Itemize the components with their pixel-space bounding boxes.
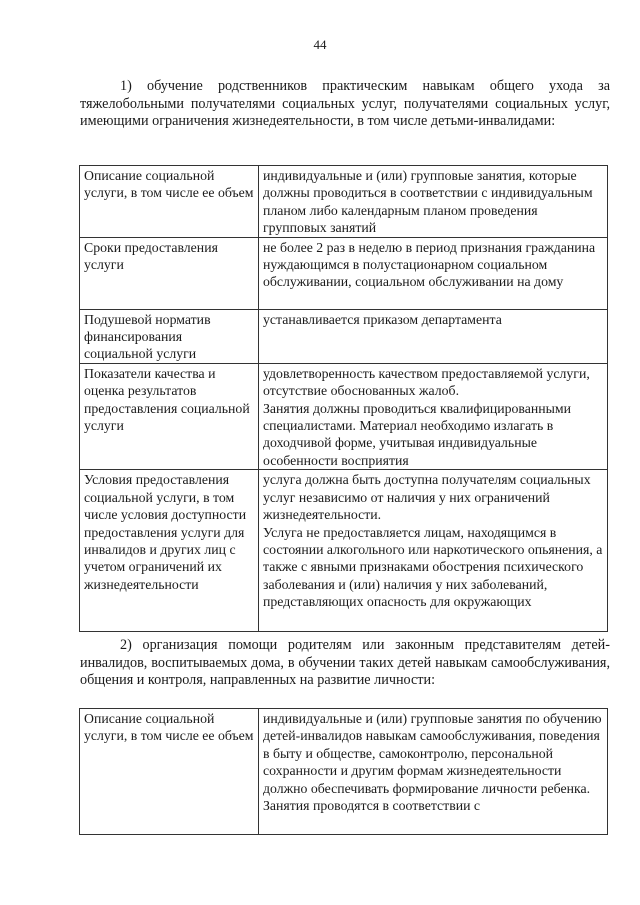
row-label: Описание социальной услуги, в том числе ее объем xyxy=(80,166,259,238)
service-table-2 xyxy=(79,708,608,835)
service-table-1 xyxy=(79,165,608,632)
value-text: Занятия должны проводиться квалифицированными специалистами. Материал необходимо излагать в доходчивой форме, учитывая индивидуальные особенности восприятия xyxy=(263,400,572,468)
row-value xyxy=(259,363,608,469)
paragraph-item-1: 1) обучение родственников практическим навыкам общего ухода за тяжелобольными получателями социальных услуг, получателями социальных услуг, имеющими ограничения жизнедеятельности, в том числе детьми-инвалидами: xyxy=(80,78,610,129)
table-row xyxy=(80,363,608,469)
page-number: 44 xyxy=(313,37,327,52)
table-row xyxy=(80,309,608,363)
row-value xyxy=(259,237,608,309)
value-text: индивидуальные и (или) групповые занятия по обучению детей-инвалидов навыкам самообслуживания, поведения в быту и обществе, самоконтролю, персональной сохранности и другим формам жизнедеятельности должно обеспечивать формирование личности ребенка. xyxy=(263,711,602,796)
row-label: Сроки предоставления услуги xyxy=(80,237,259,309)
value-text: индивидуальные и (или) групповые занятия, которые должны проводиться в соответствии с индивидуальным планом либо календарным планом проведения групповых занятий xyxy=(263,168,593,236)
row-label: Показатели качества и оценка результатов предоставления социальной услуги xyxy=(80,363,259,469)
row-value xyxy=(259,709,608,835)
row-value xyxy=(259,309,608,363)
row-value xyxy=(259,166,608,238)
row-label: Условия предоставления социальной услуги, в том числе условия доступности предоставления услуги для инвалидов и других лиц с учетом ограничений их жизнедеятельности xyxy=(80,470,259,632)
table-row xyxy=(80,237,608,309)
value-text: услуга должна быть доступна получателям социальных услуг независимо от наличия у них ограничений жизнедеятельности. xyxy=(263,472,591,523)
value-text: Занятия проводятся в соответствии с xyxy=(263,798,481,814)
row-label: Описание социальной услуги, в том числе ее объем xyxy=(80,709,259,835)
value-text: Услуга не предоставляется лицам, находящимся в состоянии алкогольного или наркотического опьянения, а также с явными признаками обострения психического заболевания и (или) наличия у них заболеваний, представляющих опасность для окружающих xyxy=(263,524,603,610)
value-text: устанавливается приказом департамента xyxy=(263,311,502,327)
row-label: Подушевой норматив финансирования социальной услуги xyxy=(80,309,259,363)
row-value xyxy=(259,470,608,632)
table-row xyxy=(80,166,608,238)
table-row xyxy=(80,709,608,835)
paragraph-item-2: 2) организация помощи родителям или законным представителям детей-инвалидов, воспитываемых дома, в обучении таких детей навыкам самообслуживания, общения и контроля, направленных на развитие личности: xyxy=(80,637,610,688)
value-text: не более 2 раз в неделю в период признания гражданина нуждающимся в полустационарном социальном обслуживании, социальном обслуживании на дому xyxy=(263,239,596,290)
value-text: удовлетворенность качеством предоставляемой услуги, отсутствие обоснованных жалоб. xyxy=(263,365,590,399)
table-row xyxy=(80,470,608,632)
